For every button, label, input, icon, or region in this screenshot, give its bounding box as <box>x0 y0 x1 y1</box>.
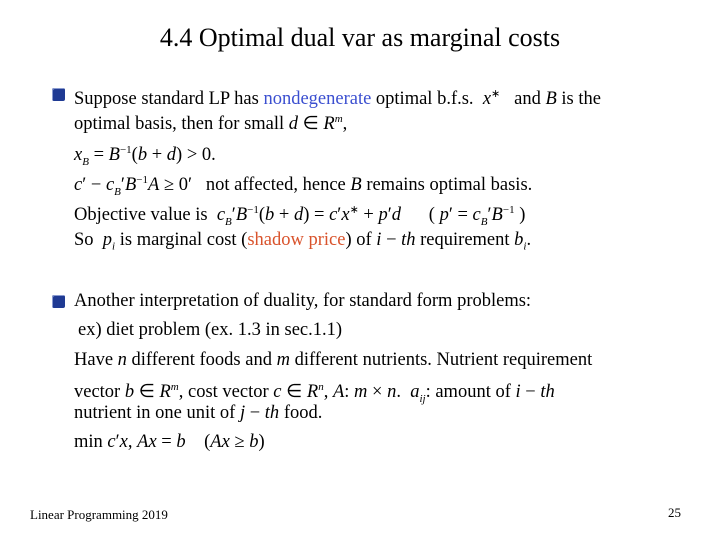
s1-line4: $c' - c_B'B^{-1}A \ge 0'$ not affected, hence B remains optimal basis. <box>74 174 533 198</box>
shadow-price-highlight: shadow price <box>247 230 346 250</box>
s1-line3: $x_B = B^{-1}(b + d) > 0$. <box>74 144 216 168</box>
page-number: 25 <box>668 505 681 520</box>
s2-line6: min c′x, Ax = b (Ax ≥ b) <box>74 432 265 452</box>
s1-line5: Objective value is $c_B'B^{-1}(b + d) = c'x^∗ + p'd$ ( $p' = c_B'B^{-1}$ ) <box>74 204 526 228</box>
s2-line3: Have n different foods and m different nutrients. Nutrient requirement <box>74 350 593 370</box>
bullet-icon <box>52 88 65 101</box>
s1-line6: So $p_i$ is marginal cost (shadow price) of i − th requirement $b_i$. <box>74 230 532 253</box>
s2-line4: vector b ∈ $R^m$, cost vector c ∈ $R^n$, A: m × n. $a_{ij}$: amount of i − th <box>74 381 555 405</box>
bullet-icon <box>52 295 65 308</box>
s2-line5: nutrient in one unit of j − th food. <box>74 403 323 423</box>
footer-course: Linear Programming 2019 <box>30 507 168 522</box>
nondegenerate-highlight: nondegenerate <box>263 89 372 110</box>
s1-line1: Suppose standard LP has nondegenerate optimal b.f.s. x∗ and B is the <box>74 88 601 110</box>
s2-line1: Another interpretation of duality, for standard form problems: <box>74 291 532 311</box>
slide-title: 4.4 Optimal dual var as marginal costs <box>159 23 561 52</box>
s1-line2: optimal basis, then for small d ∈ $R^m$, <box>74 113 348 135</box>
s2-line2: ex) diet problem (ex. 1.3 in sec.1.1) <box>78 320 343 340</box>
